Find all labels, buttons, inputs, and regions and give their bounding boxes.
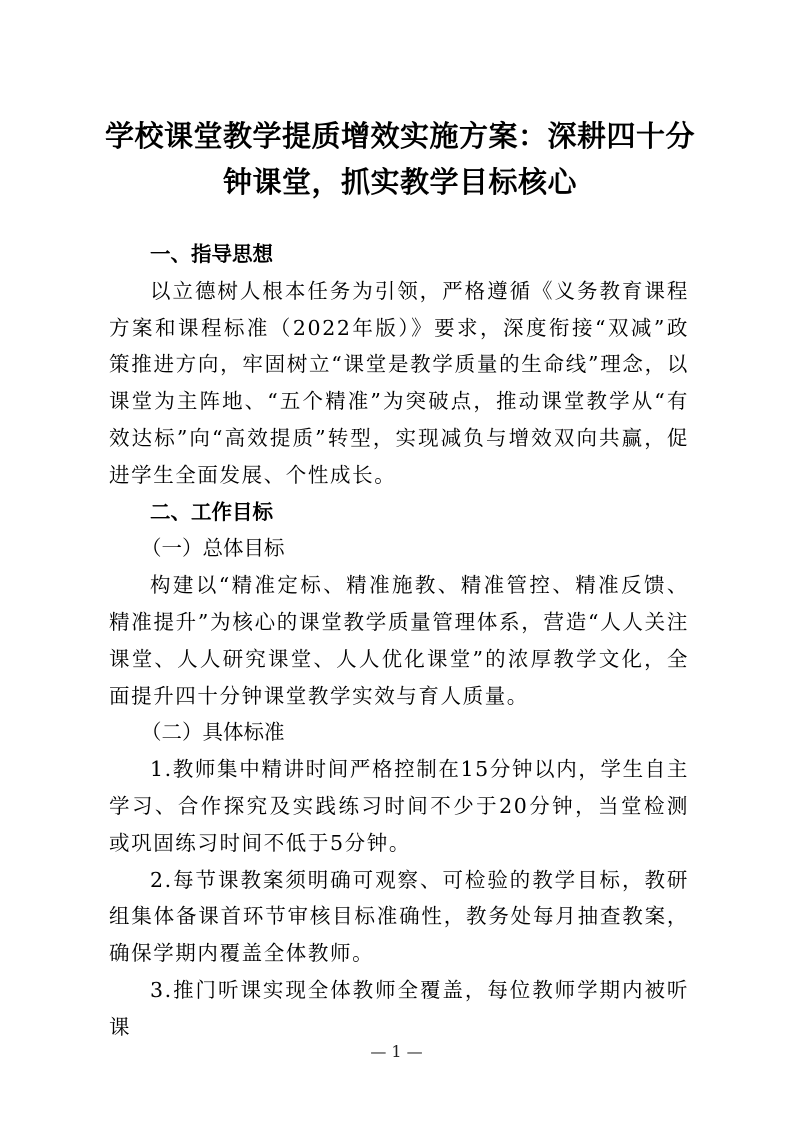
- subsection-heading-specific-standards: （二）具体标准: [141, 720, 285, 745]
- paragraph-standard-3: 3.推门听课实现全体教师全覆盖，每位教师学期内被听课: [109, 977, 689, 1039]
- paragraph-overall-goal: 构建以“精准定标、精准施教、精准管控、精准反馈、精准提升”为核心的课堂教学质量管理体系，营造“人人关注课堂、人人研究课堂、人人优化课堂”的浓厚教学文化，全面提升四十分钟课堂教学实效与育人质量。: [109, 573, 689, 708]
- document-body: [109, 236, 689, 1046]
- section-heading-work-goals: 二、工作目标: [150, 499, 273, 524]
- document-title: 学校课堂教学提质增效实施方案：深耕四十分钟课堂，抓实教学目标核心: [104, 119, 695, 199]
- paragraph-standard-2: 2.每节课教案须明确可观察、可检验的教学目标，教研组集体备课首环节审核目标准确性，教务处每月抽查教案，确保学期内覆盖全体教师。: [109, 867, 689, 966]
- subsection-heading-overall-goal: （一）总体目标: [141, 536, 285, 561]
- section-heading-guiding-ideology: 一、指导思想: [150, 242, 273, 266]
- paragraph-standard-1: 1.教师集中精讲时间严格控制在15分钟以内，学生自主学习、合作探究及实践练习时间不少于20分钟，当堂检测或巩固练习时间不低于5分钟。: [109, 757, 689, 855]
- page-number: — 1 —: [370, 1042, 423, 1061]
- paragraph-guiding-ideology: 以立德树人根本任务为引领，严格遵循《义务教育课程方案和课程标准（2022年版）》要求，深度衔接“双减”政策推进方向，牢固树立“课堂是教学质量的生命线”理念，以课堂为主阵地、“五个精准”为突破点，推动课堂教学从“有效达标”向“高效提质”转型，实现减负与增效双向共赢，促进学生全面发展、个性成长。: [109, 278, 689, 487]
